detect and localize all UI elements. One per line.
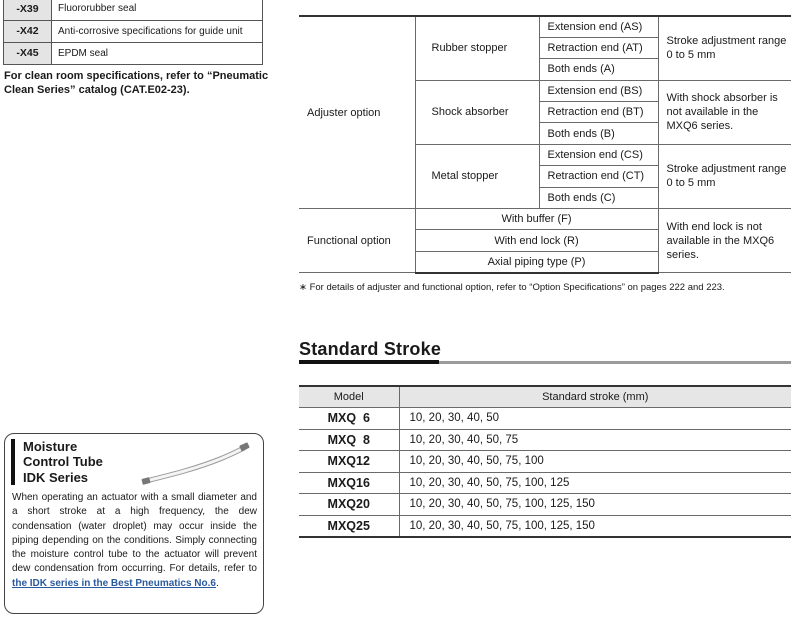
stroke-cell: 10, 20, 30, 40, 50, 75, 100 — [399, 451, 791, 473]
moisture-box-title — [23, 439, 103, 485]
shock-extension-end: Extension end (BS) — [539, 80, 658, 101]
model-cell: MXQ25 — [299, 515, 399, 537]
stroke-cell: 10, 20, 30, 40, 50, 75 — [399, 429, 791, 451]
header-model: Model — [299, 386, 399, 408]
suffix-row — [4, 20, 263, 42]
table-row — [299, 429, 791, 451]
metal-both-ends: Both ends (C) — [539, 187, 658, 208]
table-row — [299, 408, 791, 430]
stroke-cell: 10, 20, 30, 40, 50 — [399, 408, 791, 430]
stroke-cell: 10, 20, 30, 40, 50, 75, 100, 125, 150 — [399, 515, 791, 537]
rubber-stopper-label: Rubber stopper — [415, 16, 539, 80]
model-cell: MXQ20 — [299, 494, 399, 516]
suffix-code: -X39 — [4, 0, 52, 20]
stroke-cell: 10, 20, 30, 40, 50, 75, 100, 125 — [399, 472, 791, 494]
model-cell: MXQ12 — [299, 451, 399, 473]
section-title: Standard Stroke — [299, 339, 442, 359]
body-end: . — [215, 577, 219, 589]
model-cell: MXQ 6 — [299, 408, 399, 430]
title-underline-dark — [299, 360, 439, 364]
suffix-row — [4, 0, 263, 20]
option-table — [299, 15, 791, 274]
shock-retraction-end: Retraction end (BT) — [539, 102, 658, 123]
standard-stroke-table — [299, 385, 791, 538]
suffix-description: Anti-corrosive specifications for guide unit — [52, 20, 263, 42]
moisture-tube-icon — [140, 441, 252, 487]
moisture-box-body — [12, 491, 257, 591]
rubber-extension-end: Extension end (AS) — [539, 16, 658, 37]
functional-option-note: With end lock is not available in the MXQ6 series. — [658, 209, 791, 273]
body-text: When operating an actuator with a small diameter and a short stroke at a high frequency, the dew condensation (water droplet) may occur inside the piping depending on the conditions. Simply connecting the moisture control tube to the actuator will prevent dew condensation from occurring. For details, refer to — [12, 492, 257, 575]
title-line: IDK Series — [23, 469, 89, 485]
functional-buffer: With buffer (F) — [415, 209, 658, 230]
metal-retraction-end: Retraction end (CT) — [539, 166, 658, 187]
metal-extension-end: Extension end (CS) — [539, 144, 658, 165]
suffix-code: -X45 — [4, 42, 52, 64]
suffix-code: -X42 — [4, 20, 52, 42]
shock-absorber-label: Shock absorber — [415, 80, 539, 144]
functional-axial-piping: Axial piping type (P) — [415, 251, 658, 272]
model-cell: MXQ 8 — [299, 429, 399, 451]
functional-option-label: Functional option — [299, 209, 415, 273]
title-accent-bar — [11, 439, 15, 485]
table-row — [299, 472, 791, 494]
shock-absorber-note: With shock absorber is not available in the MXQ6 series. — [658, 80, 791, 144]
idk-series-link[interactable]: the IDK series in the Best Pneumatics No.6 — [12, 577, 216, 589]
suffix-description: Fluororubber seal — [52, 0, 263, 20]
title-underline-light — [439, 361, 791, 364]
shock-both-ends: Both ends (B) — [539, 123, 658, 144]
rubber-stopper-note: Stroke adjustment range 0 to 5 mm — [658, 16, 791, 80]
suffix-table — [3, 0, 263, 65]
title-line: Moisture — [23, 439, 78, 454]
header-stroke: Standard stroke (mm) — [399, 386, 791, 408]
adjuster-option-label: Adjuster option — [299, 16, 415, 209]
stroke-cell: 10, 20, 30, 40, 50, 75, 100, 125, 150 — [399, 494, 791, 516]
rubber-retraction-end: Retraction end (AT) — [539, 37, 658, 58]
clean-room-note: For clean room specifications, refer to “Pneumatic Clean Series” catalog (CAT.E02-23). — [4, 70, 269, 96]
table-row — [299, 494, 791, 516]
table-row — [299, 515, 791, 537]
table-row — [299, 451, 791, 473]
rubber-both-ends: Both ends (A) — [539, 59, 658, 80]
suffix-row — [4, 42, 263, 64]
title-line: Control Tube — [23, 454, 103, 470]
suffix-description: EPDM seal — [52, 42, 263, 64]
model-cell: MXQ16 — [299, 472, 399, 494]
functional-end-lock: With end lock (R) — [415, 230, 658, 251]
metal-stopper-note: Stroke adjustment range 0 to 5 mm — [658, 144, 791, 208]
option-footnote: ∗ For details of adjuster and functional option, refer to “Option Specifications” on pages 222 and 223. — [299, 282, 725, 293]
metal-stopper-label: Metal stopper — [415, 144, 539, 208]
